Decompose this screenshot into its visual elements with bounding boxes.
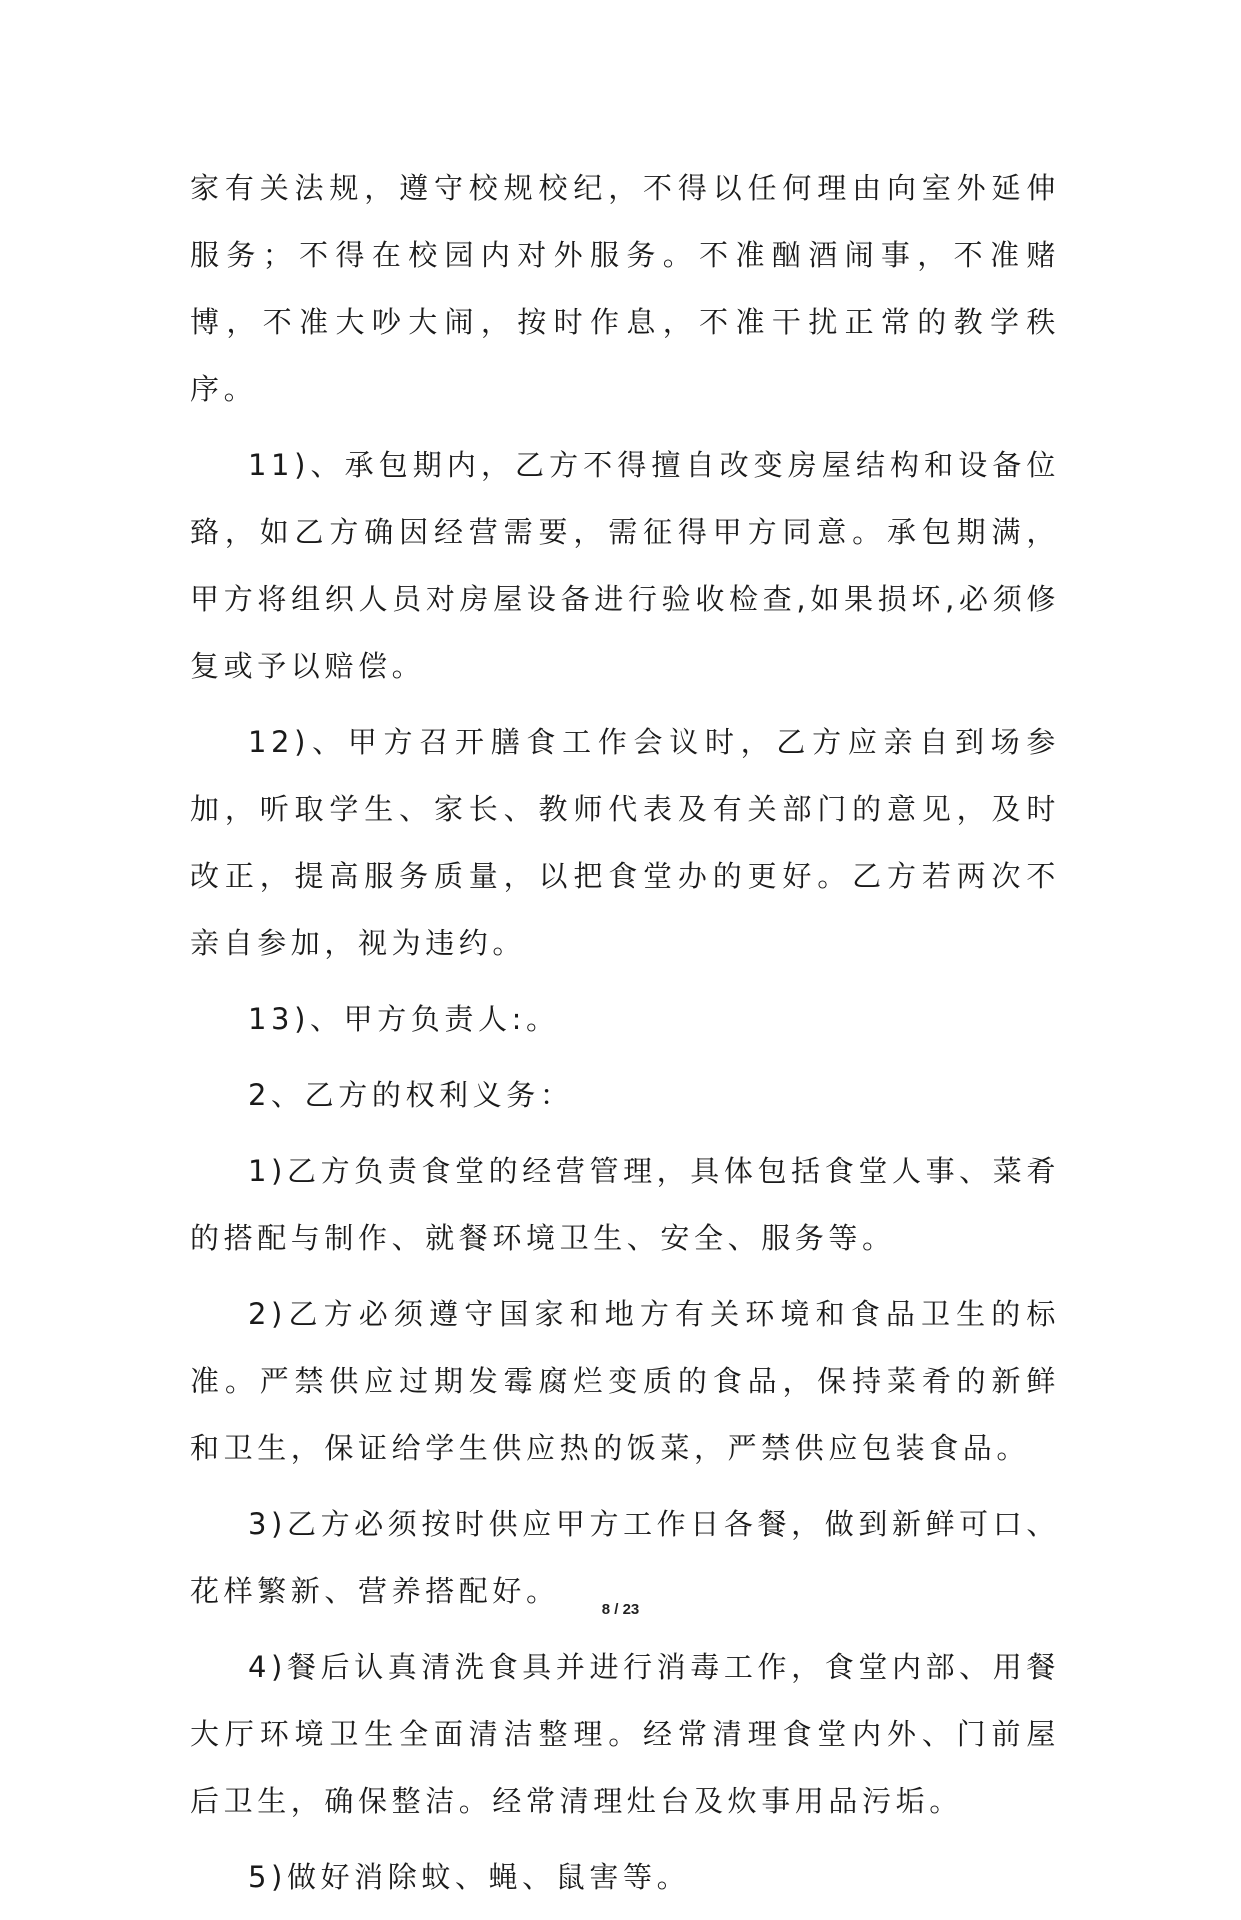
paragraph-item-12: 12)、甲方召开膳食工作会议时，乙方应亲自到场参加，听取学生、家长、教师代表及有关部门的意见，及时改正，提高服务质量，以把食堂办的更好。乙方若两次不亲自参加，视为违约。 — [190, 725, 1060, 960]
paragraph-regulations: 家有关法规，遵守校规校纪，不得以任何理由向室外延伸服务；不得在校园内对外服务。不准酗酒闹事，不准赌博，不准大吵大闹，按时作息，不准干扰正常的教学秩序。 — [190, 171, 1060, 406]
paragraph-b-4: 4)餐后认真清洗食具并进行消毒工作，食堂内部、用餐大厅环境卫生全面清洁整理。经常清理食堂内外、门前屋后卫生，确保整洁。经常清理灶台及炊事用品污垢。 — [190, 1650, 1060, 1818]
paragraph-item-11: 11)、承包期内，乙方不得擅自改变房屋结构和设备位臵，如乙方确因经营需要，需征得甲方同意。承包期满，甲方将组织人员对房屋设备进行验收检查,如果损坏,必须修复或予以赔偿。 — [190, 448, 1060, 683]
page-number: 8 / 23 — [601, 1601, 640, 1618]
section-heading-party-b: 2、乙方的权利义务： — [248, 1078, 574, 1112]
paragraph-b-3: 3)乙方必须按时供应甲方工作日各餐，做到新鲜可口、花样繁新、营养搭配好。 — [190, 1507, 1060, 1608]
paragraph-b-2: 2)乙方必须遵守国家和地方有关环境和食品卫生的标准。严禁供应过期发霉腐烂变质的食品，保持菜肴的新鲜和卫生，保证给学生供应热的饭菜，严禁供应包装食品。 — [190, 1297, 1060, 1465]
paragraph-item-13: 13)、甲方负责人:。 — [248, 1002, 560, 1036]
document-body — [190, 155, 1060, 1920]
paragraph-b-1: 1)乙方负责食堂的经营管理，具体包括食堂人事、菜肴的搭配与制作、就餐环境卫生、安全、服务等。 — [190, 1154, 1060, 1255]
paragraph-b-5: 5)做好消除蚊、蝇、鼠害等。 — [248, 1860, 691, 1894]
